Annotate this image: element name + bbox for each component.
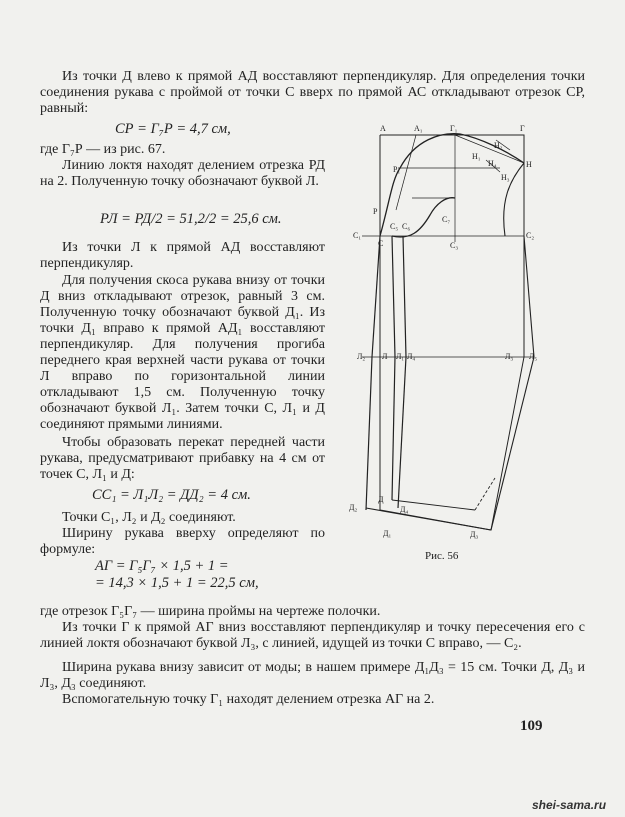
label-p1: Р₁ — [393, 165, 401, 174]
paragraph-5: Для получения скоса рукава внизу от точки Д вниз откладывают отрезок, равный 3 см. Полученную точку обозначают буквой Д₁. Из точки Д₁ вправо к прямой АД₁ восставляют перпендикуляр. Для получения прогиба переднего края верхней части рукава от точки Л вправо по горизонтальной линии откладывают 1,5 см. Полученную точку обозначают буквой Л₁. Затем точки С, Л₁ и Д соединяют прямыми линиями. — [40, 273, 325, 432]
label-l5: Л₅ — [529, 352, 538, 361]
formula-pl: РЛ = РД/2 = 51,2/2 = 25,6 см. — [100, 211, 282, 227]
label-c5: С₅ — [390, 222, 399, 231]
label-l2: Л₂ — [357, 352, 366, 361]
label-c: С — [378, 239, 384, 248]
label-l4: Л₄ — [407, 352, 416, 361]
paragraph-3: Линию локтя находят делением отрезка РД на 2. Полученную точку обозначают буквой Л. — [40, 158, 325, 189]
label-c7: С₇ — [442, 215, 451, 224]
paragraph-7: Точки С₁, Л₂ и Д₂ соединяют. — [62, 510, 236, 525]
label-d3: Д₃ — [470, 530, 479, 539]
label-l1: Л₁ — [396, 352, 405, 361]
figure-caption: Рис. 56 — [425, 550, 459, 562]
sleeve-pattern-figure — [340, 115, 550, 545]
label-c3: С₃ — [450, 241, 459, 250]
label-d: Д — [378, 495, 384, 504]
label-l: Л — [382, 352, 388, 361]
label-h2: Н₂ — [494, 141, 503, 150]
formula-ag-result: = 14,3 × 1,5 + 1 = 22,5 см, — [95, 575, 259, 591]
label-d2: Д₂ — [349, 503, 358, 512]
paragraph-2: где Г₇Р — из рис. 67. — [40, 142, 166, 157]
formula-ag: АГ = Г₅Г₇ × 1,5 + 1 = — [95, 558, 229, 574]
label-h1: Н₁ — [472, 152, 481, 161]
label-c2: С₂ — [526, 231, 535, 240]
paragraph-11: Ширина рукава внизу зависит от моды; в нашем примере Д₁Д₃ = 15 см. Точки Д, Д₃ и Л₃, Д₃ соединяют. — [40, 660, 585, 691]
label-l3: Л₃ — [505, 352, 514, 361]
label-c1: С₁ — [353, 231, 362, 240]
label-a1: А₁ — [414, 124, 423, 133]
paragraph-4: Из точки Л к прямой АД восставляют перпендикуляр. — [40, 240, 325, 271]
label-p: Р — [373, 207, 378, 216]
paragraph-1: Из точки Д влево к прямой АД восставляют перпендикуляр. Для определения точки соединения рукава с проймой от точки С вверх по прямой АС откладывают отрезок СР, равный: — [40, 69, 585, 116]
paragraph-10: Из точки Г к прямой АГ вниз восставляют перпендикуляр и точку пересечения его с линией локтя обозначают буквой Л₃, с линией, идущей из точки С вправо, — С₂. — [40, 620, 585, 651]
paragraph-6: Чтобы образовать перекат передней части рукава, предусматривают прибавку на 4 см от точек С, Л₁ и Д: — [40, 435, 325, 482]
paragraph-8: Ширину рукава вверху определяют по формуле: — [40, 526, 325, 557]
label-a: А — [380, 124, 386, 133]
label-h3: Н₃ — [501, 173, 510, 182]
label-h4: Н₄ — [488, 159, 497, 168]
page-number: 109 — [520, 718, 543, 734]
formula-cp: СР = Г₇Р = 4,7 см, — [115, 121, 231, 137]
paragraph-9: где отрезок Г₅Г₇ — ширина проймы на чертеже полочки. — [40, 604, 381, 619]
label-d4: Д₄ — [400, 505, 409, 514]
label-d1: Д₁ — [383, 529, 392, 538]
paragraph-12: Вспомогательную точку Г₁ находят делением отрезка АГ на 2. — [62, 692, 435, 707]
site-watermark: shei-sama.ru — [532, 798, 607, 812]
formula-cc1: СС₁ = Л₁Л₂ = ДД₂ = 4 см. — [92, 487, 251, 503]
label-g: Г — [520, 124, 525, 133]
label-g1: Г₁ — [450, 124, 458, 133]
label-h: Н — [526, 160, 532, 169]
label-c6: С₆ — [402, 222, 411, 231]
